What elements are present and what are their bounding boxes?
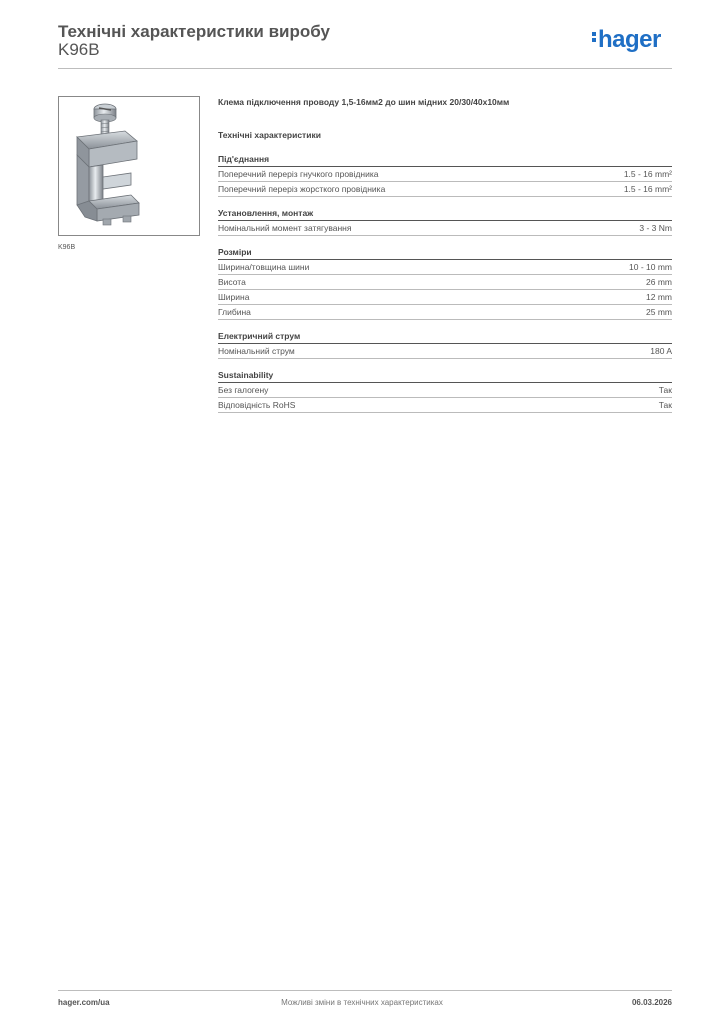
spec-row (218, 344, 672, 359)
spec-title: Технічні характеристики (218, 130, 321, 140)
header-divider (58, 68, 672, 69)
spec-label: Відповідність RoHS (218, 400, 296, 410)
spec-value: 10 - 10 mm (629, 262, 672, 272)
spec-value: Так (658, 400, 672, 410)
footer-date: 06.03.2026 (631, 998, 672, 1007)
spec-value: 26 mm (646, 277, 672, 287)
spec-value: Так (658, 385, 672, 395)
spec-label: Номінальний струм (218, 346, 295, 356)
section-heading: Розміри (218, 247, 672, 260)
spec-row (218, 275, 672, 290)
spec-section (218, 370, 672, 413)
spec-label: Поперечний переріз жорсткого провідника (218, 184, 386, 194)
spec-content (218, 97, 672, 424)
spec-value: 3 - 3 Nm (639, 223, 672, 233)
spec-label: Ширина (218, 292, 250, 302)
spec-row (218, 305, 672, 320)
spec-label: Без галогену (218, 385, 269, 395)
spec-value: 1.5 - 16 mm² (623, 169, 672, 179)
hager-logo[interactable] (592, 26, 661, 54)
spec-section (218, 331, 672, 359)
section-heading: Під'єднання (218, 154, 672, 167)
section-heading: Sustainability (218, 370, 672, 383)
spec-row (218, 221, 672, 236)
spec-value: 1.5 - 16 mm² (623, 184, 672, 194)
spec-label: Поперечний переріз гнучкого провідника (218, 169, 379, 179)
spec-label: Висота (218, 277, 246, 287)
section-heading: Електричний струм (218, 331, 672, 344)
logo-dots-icon (592, 30, 596, 44)
busbar-clamp-icon (59, 97, 199, 235)
spec-section (218, 247, 672, 320)
spec-row (218, 290, 672, 305)
spec-sections (218, 154, 672, 413)
image-caption: K96B (58, 244, 76, 251)
spec-row (218, 398, 672, 413)
spec-section (218, 154, 672, 197)
footer-notice: Можливі зміни в технічних характеристиках (281, 998, 443, 1007)
footer-website-link[interactable]: hager.com/ua (58, 998, 110, 1007)
spec-value: 25 mm (646, 307, 672, 317)
page-title: Технічні характеристики виробу (58, 22, 330, 41)
spec-label: Ширина/товщина шини (218, 262, 310, 272)
spec-value: 180 A (650, 346, 672, 356)
spec-label: Номінальний момент затягування (218, 223, 352, 233)
spec-row (218, 260, 672, 275)
spec-label: Глибина (218, 307, 251, 317)
spec-row (218, 167, 672, 182)
spec-row (218, 182, 672, 197)
product-description: Клема підключення проводу 1,5-16мм2 до шин мідних 20/30/40x10мм (218, 97, 510, 107)
product-code: K96B (58, 40, 100, 59)
logo-text: hager (598, 26, 661, 53)
product-image (58, 96, 200, 236)
spec-row (218, 383, 672, 398)
spec-value: 12 mm (646, 292, 672, 302)
spec-section (218, 208, 672, 236)
footer-divider (58, 990, 672, 991)
section-heading: Установлення, монтаж (218, 208, 672, 221)
